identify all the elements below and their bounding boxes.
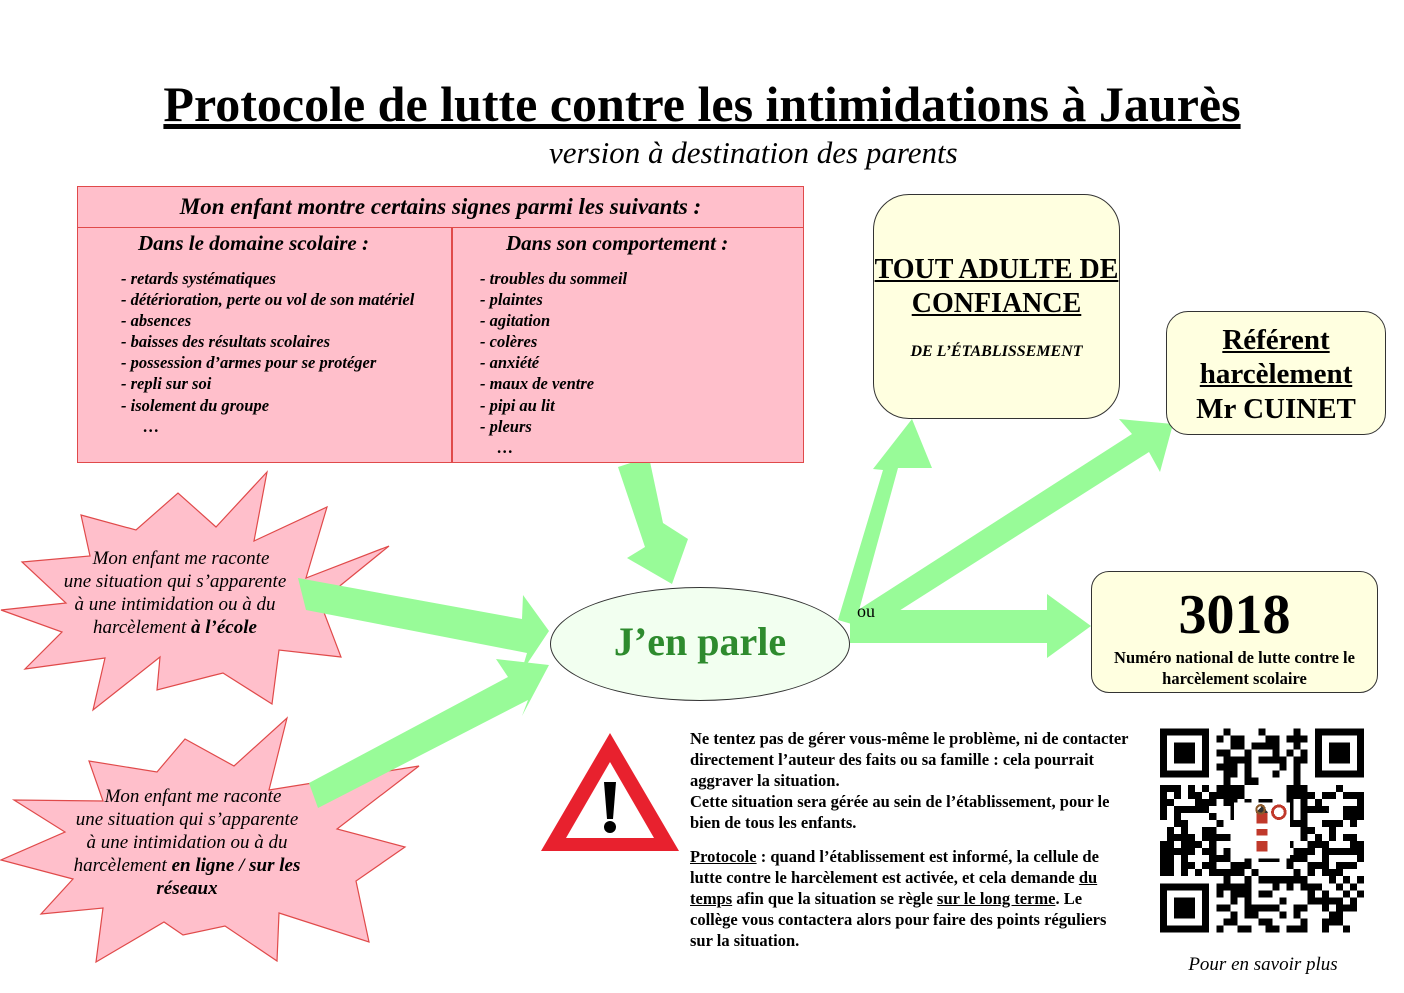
list-item: - colères [480,332,538,352]
protocol-time: du temps [690,868,1098,909]
warning-line: Ne tentez pas de gérer vous-même le problème, ni de contacter directement l’auteur des faits ou sa famille : cela pourrait aggraver la situation. [690,729,1129,791]
burst-line [40,616,310,639]
signs-divider [451,227,453,463]
list-item: - pipi au lit [480,395,555,415]
school-heading: Dans le domaine scolaire : [138,231,369,255]
list-item: - isolement du groupe [121,395,270,415]
hotline-number: 3018 [1178,584,1291,646]
center-label: J’en parle [613,619,787,664]
list-item: - repli sur soi [121,374,212,394]
burst-line [52,854,322,877]
list-item: - baisses des résultats scolaires [121,332,331,352]
list-item: - maux de ventre [480,374,595,394]
list-item: - détérioration, perte ou vol de son matériel [121,290,415,310]
referent-title: Référent harcèlement [1199,324,1353,390]
burst-school-text [40,547,310,639]
trusted-adult-card [873,194,1120,419]
burst-line: à une intimidation ou à du [86,832,288,853]
qr-caption: Pour en savoir plus [1188,954,1338,975]
burst-online-text [52,785,322,900]
burst-line-prefix: harcèlement [93,617,191,638]
arrow-online-to-center [309,659,549,808]
hotline-card [1091,571,1378,693]
arrow-school-to-center [298,578,549,673]
referent-name: Mr CUINET [1196,393,1356,425]
trusted-adult-title: TOUT ADULTE DE CONFIANCE [874,254,1119,319]
arrow-signs-to-center [618,457,688,584]
page-subtitle: version à destination des parents [549,135,958,170]
burst-line: une situation qui s’apparente [75,809,299,830]
list-item: - possession d’armes pour se protéger [121,353,377,373]
page-title: Protocole de lutte contre les intimidations à Jaurès [163,76,1241,132]
burst-line: à une intimidation ou à du [74,594,276,615]
protocol-label: Protocole [690,847,757,866]
protocol-text [690,846,1130,951]
burst-emphasis: réseaux [156,878,218,899]
list-item: … [143,416,160,436]
trusted-adult-subtitle: DE L’ÉTABLISSEMENT [910,343,1083,360]
or-label: ou [857,601,875,621]
protocol-text-part: . Le collège vous contactera alors pour faire des points réguliers sur la situation. [690,889,1107,951]
burst-line [52,877,322,900]
hotline-description: Numéro national de lutte contre le harcèlement scolaire [1114,648,1355,688]
burst-line: Mon enfant me raconte [104,786,282,807]
center-node [550,587,850,701]
list-item: - troubles du sommeil [480,269,628,288]
warning-icon [541,733,679,851]
burst-line-prefix: harcèlement [73,855,172,876]
burst-line: Mon enfant me raconte [92,548,270,569]
qr-code[interactable] [1160,727,1364,934]
behavior-signs-list [480,268,627,458]
list-item: - pleurs [480,416,532,436]
list-item: - agitation [480,311,551,331]
school-signs-list [121,268,414,437]
protocol-long-term: sur le long terme [937,889,1056,909]
signs-heading: Mon enfant montre certains signes parmi les suivants : [78,187,803,228]
signs-box [77,186,804,463]
burst-line: une situation qui s’apparente [63,571,287,592]
protocol-text-part: : quand l’établissement est informé, la cellule de lutte contre le harcèlement est activée, et cela demande [690,847,1099,888]
warning-text [690,728,1130,833]
protocol-text-part: afin que la situation se règle [732,889,938,909]
list-item: - plaintes [480,290,543,310]
list-item: - absences [121,311,192,331]
list-item: - anxiété [480,353,540,373]
burst-emphasis: en ligne / sur les [171,855,301,876]
warning-line: Cette situation sera gérée au sein de l’établissement, pour le bien de tous les enfants. [690,792,1110,833]
behavior-heading: Dans son comportement : [506,231,729,255]
list-item: … [497,437,514,457]
referent-card [1166,311,1386,435]
list-item: - retards systématiques [121,269,276,288]
burst-emphasis: à l’école [191,617,257,638]
